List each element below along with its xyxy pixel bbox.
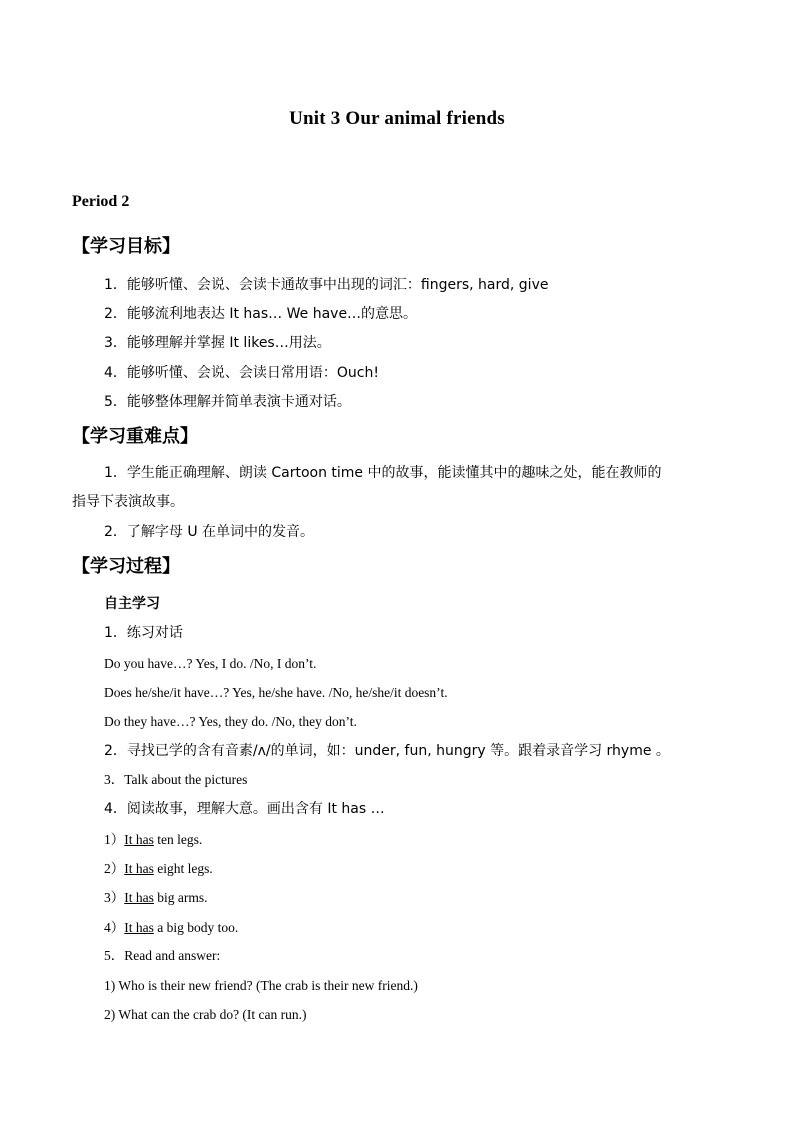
it-has-underlined: It has [124,861,154,876]
sentence-number: 3） [104,890,125,905]
key-point-item-continued: 指导下表演故事。 [72,494,184,510]
step-4: 4．阅读故事，理解大意。画出含有 It has … [104,801,385,817]
step-3: 3．Talk about the pictures [104,772,248,787]
objective-item: 3．能够理解并掌握 It likes…用法。 [104,335,331,351]
objective-item: 2．能够流利地表达 It has… We have…的意思。 [104,306,418,322]
heading-process: 【学习过程】 [72,556,180,577]
dialog-line: Does he/she/it have…? Yes, he/she have. /No, he/she/it doesn’t. [104,685,448,700]
sentence-item [104,889,208,907]
dialog-line: Do they have…? Yes, they do. /No, they don’t. [104,714,357,729]
it-has-underlined: It has [124,920,154,935]
heading-key-points: 【学习重难点】 [72,426,198,447]
sentence-rest: eight legs. [153,861,213,876]
sentence-item [104,860,213,878]
sentence-number: 4） [104,920,125,935]
key-point-item: 1．学生能正确理解、朗读 Cartoon time 中的故事，能读懂其中的趣味之处，能在教师的 [104,465,662,481]
sentence-rest: a big body too. [153,920,239,935]
objective-item: 1．能够听懂、会说、会读卡通故事中出现的词汇：fingers, hard, give [104,277,549,293]
heading-objectives: 【学习目标】 [72,236,180,257]
sentence-item [104,919,238,937]
step-5: 5．Read and answer: [104,948,221,963]
document-title: Unit 3 Our animal friends [289,108,505,129]
qa-line: 2) What can the crab do? (It can run.) [104,1007,307,1022]
sentence-rest: ten legs. [153,832,203,847]
qa-line: 1) Who is their new friend? (The crab is their new friend.) [104,978,418,993]
sub-heading-self-study: 自主学习 [104,596,160,612]
it-has-underlined: It has [124,890,154,905]
dialog-line: Do you have…? Yes, I do. /No, I don’t. [104,656,317,671]
key-point-item: 2．了解字母 U 在单词中的发音。 [104,524,315,540]
step-2: 2．寻找已学的含有音素/ʌ/的单词，如：under, fun, hungry 等。跟着录音学习 rhyme 。 [104,743,670,759]
objective-item: 4．能够听懂、会说、会读日常用语：Ouch! [104,365,379,381]
objective-item: 5．能够整体理解并简单表演卡通对话。 [104,394,351,410]
sentence-rest: big arms. [153,890,208,905]
sentence-number: 2） [104,861,125,876]
sentence-item [104,831,202,849]
it-has-underlined: It has [124,832,154,847]
period-label: Period 2 [72,193,130,210]
step-1: 1．练习对话 [104,625,183,641]
sentence-number: 1） [104,832,125,847]
